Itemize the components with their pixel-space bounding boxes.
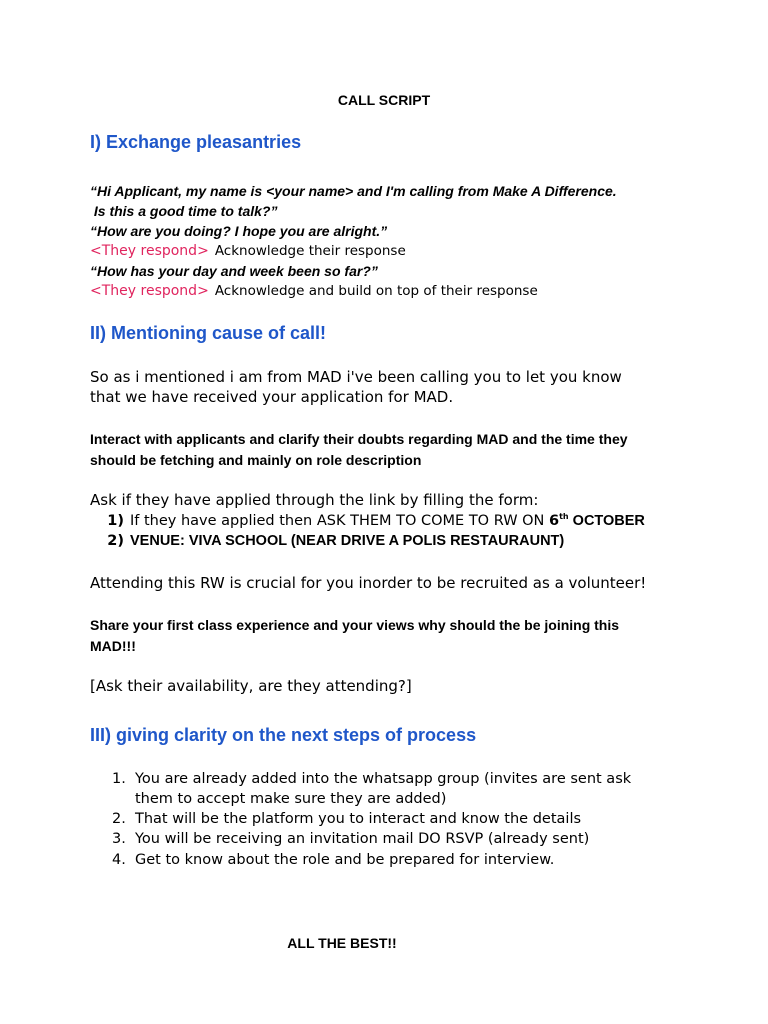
numbered-item-1: [102, 512, 645, 529]
interact-instruction-line-1: Interact with applicants and clarify their doubts regarding MAD and the time they: [90, 431, 628, 447]
step-text: You will be receiving an invitation mail DO RSVP (already sent): [135, 831, 590, 847]
how-are-you-quote: “How are you doing? I hope you are alright.”: [90, 223, 388, 239]
venue-text: VENUE: VIVA SCHOOL (NEAR DRIVE A POLIS RESTAURAUNT): [130, 533, 565, 549]
step-number: 1.: [112, 771, 126, 787]
step-text: Get to know about the role and be prepared for interview.: [135, 852, 555, 868]
item-day: 6: [549, 513, 560, 529]
step-text: That will be the platform you to interact and know the details: [135, 811, 582, 827]
step-text-line-1: You are already added into the whatsapp group (invites are sent ask: [135, 771, 632, 787]
item-day-suffix: th: [559, 512, 569, 521]
they-respond-tag: <They respond>: [90, 283, 209, 299]
intro-paragraph-line-1: So as i mentioned i am from MAD i've been calling you to let you know: [90, 368, 622, 386]
section-heading-mentioning-cause: II) Mentioning cause of call!: [90, 323, 327, 343]
share-experience-line-2: MAD!!!: [90, 638, 136, 654]
document-title: CALL SCRIPT: [337, 92, 431, 108]
they-respond-tag: <They respond>: [90, 243, 209, 259]
section-heading-next-steps: III) giving clarity on the next steps of process: [90, 725, 477, 745]
interact-instruction-line-2: should be fetching and mainly on role description: [90, 452, 422, 468]
section-heading-exchange-pleasantries: I) Exchange pleasantries: [90, 132, 302, 152]
share-experience-line-1: Share your first class experience and your views why should the be joining this: [90, 617, 620, 633]
availability-text: [Ask their availability, are they attending?]: [90, 677, 412, 695]
ask-applied-text: Ask if they have applied through the link by filling the form:: [90, 491, 539, 509]
item-text: If they have applied then ASK THEM TO COME TO RW ON: [130, 513, 550, 529]
how-has-your-day-quote: “How has your day and week been so far?”: [90, 263, 378, 279]
respond-line-2: [90, 283, 538, 299]
item-number: 1): [107, 513, 124, 529]
step-number: 4.: [112, 852, 126, 868]
greeting-quote-line-1: “Hi Applicant, my name is <your name> and I'm calling from Make A Difference.: [90, 183, 617, 199]
numbered-item-2: [102, 533, 564, 549]
step-text-line-2: them to accept make sure they are added): [135, 791, 447, 807]
respond-instruction: Acknowledge their response: [214, 243, 406, 259]
step-number: 3.: [112, 831, 126, 847]
attending-text: Attending this RW is crucial for you inorder to be recruited as a volunteer!: [90, 574, 647, 592]
item-number: 2): [107, 533, 124, 549]
respond-instruction: Acknowledge and build on top of their response: [214, 283, 538, 299]
closing-text: ALL THE BEST!!: [287, 935, 397, 951]
greeting-quote-line-2: Is this a good time to talk?”: [90, 203, 278, 219]
intro-paragraph-line-2: that we have received your application for MAD.: [90, 388, 454, 406]
respond-line-1: [90, 243, 406, 259]
step-number: 2.: [112, 811, 126, 827]
item-month: OCTOBER: [568, 513, 645, 529]
